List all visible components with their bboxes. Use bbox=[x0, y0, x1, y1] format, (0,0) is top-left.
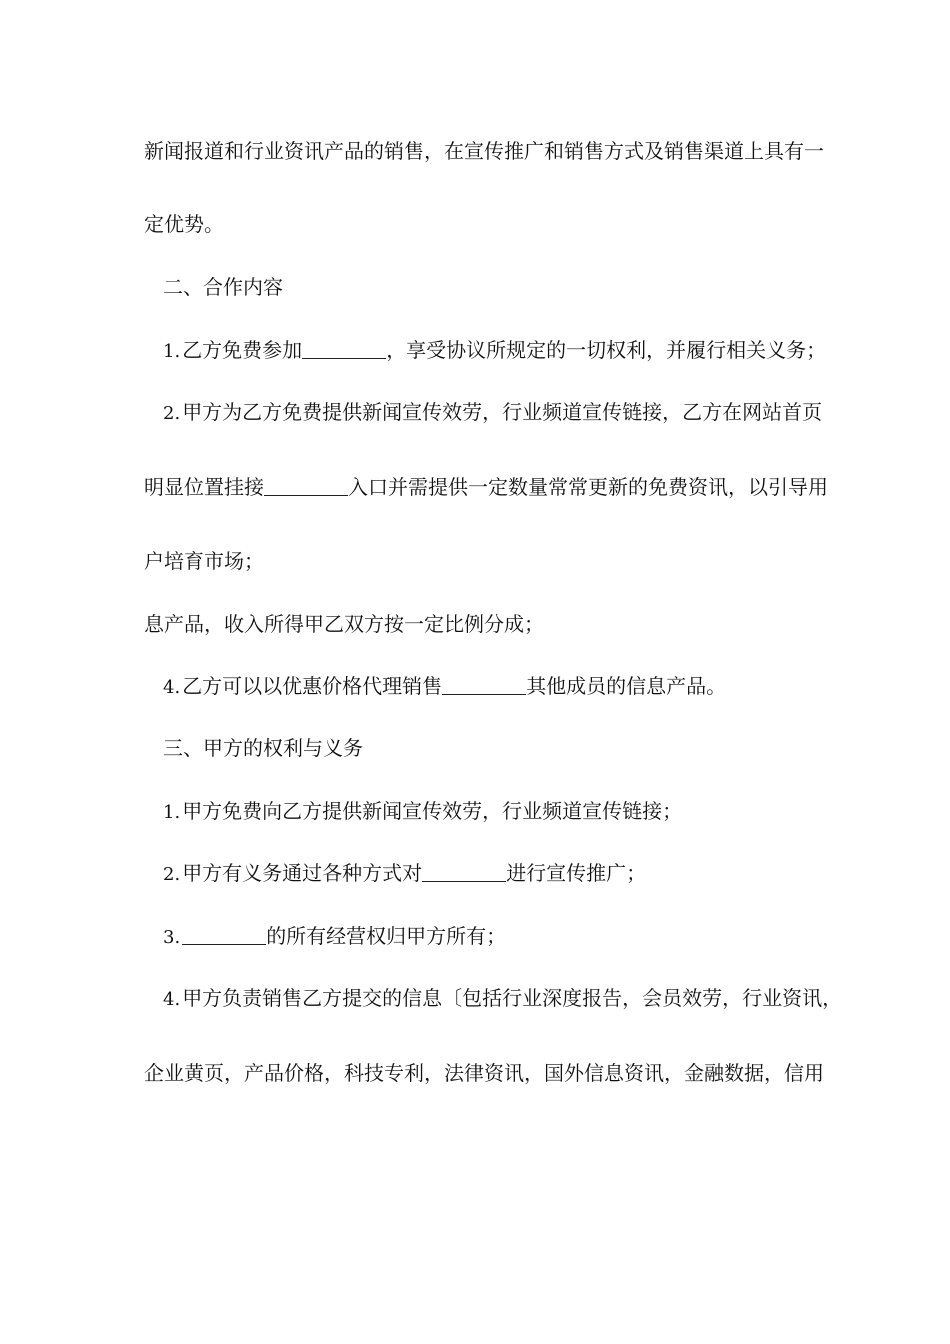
heading-text: 二、合作内容 bbox=[163, 275, 283, 299]
item-number: 2. bbox=[163, 864, 181, 885]
text: 乙方免费参加 bbox=[182, 338, 303, 362]
text: 企业黄页，产品价格，科技专利，法律资讯，国外信息资讯，金融数据，信用 bbox=[144, 1061, 824, 1085]
fill-in-blank[interactable] bbox=[264, 475, 348, 496]
list-item bbox=[163, 797, 682, 827]
text: ，享受协议所规定的一切权利，并履行相关义务； bbox=[386, 338, 827, 362]
text: 甲方为乙方免费提供新闻宣传效劳，行业频道宣传链接，乙方在网站首页 bbox=[182, 400, 823, 424]
text: 甲方免费向乙方提供新闻宣传效劳，行业频道宣传链接； bbox=[182, 799, 683, 823]
text: 进行宣传推广； bbox=[506, 861, 647, 885]
text: 息产品，收入所得甲乙双方按一定比例分成； bbox=[144, 612, 544, 636]
text: 的所有经营权归甲方所有； bbox=[266, 924, 507, 948]
item-number: 2. bbox=[163, 403, 181, 424]
item-number: 1. bbox=[163, 802, 181, 823]
fill-in-blank[interactable] bbox=[422, 861, 506, 882]
fill-in-blank[interactable] bbox=[442, 674, 526, 695]
paragraph-line bbox=[144, 1059, 824, 1087]
list-item bbox=[163, 336, 826, 366]
item-number: 3. bbox=[163, 927, 181, 948]
fill-in-blank[interactable] bbox=[182, 924, 266, 945]
text: 入口并需提供一定数量常常更新的免费资讯，以引导用 bbox=[348, 475, 828, 499]
list-item bbox=[163, 922, 506, 952]
item-number: 4. bbox=[163, 677, 181, 698]
section-heading bbox=[163, 734, 363, 762]
fill-in-blank[interactable] bbox=[302, 338, 386, 359]
text: 其他成员的信息产品。 bbox=[526, 674, 727, 698]
text: 定优势。 bbox=[144, 212, 224, 236]
list-item bbox=[163, 859, 646, 889]
text: 甲方有义务通过各种方式对 bbox=[182, 861, 423, 885]
paragraph-line bbox=[144, 473, 828, 501]
text: 明显位置挂接 bbox=[144, 475, 264, 499]
text: 甲方负责销售乙方提交的信息〔包括行业深度报告，会员效劳，行业资讯， bbox=[182, 986, 843, 1010]
paragraph-line bbox=[144, 210, 224, 238]
list-item bbox=[163, 672, 726, 702]
heading-text: 三、甲方的权利与义务 bbox=[163, 736, 363, 760]
text: 新闻报道和行业资讯产品的销售，在宣传推广和销售方式及销售渠道上具有一 bbox=[144, 139, 824, 163]
list-item bbox=[163, 984, 842, 1014]
item-number: 1. bbox=[163, 341, 181, 362]
paragraph-line bbox=[144, 137, 824, 165]
text: 乙方可以以优惠价格代理销售 bbox=[182, 674, 443, 698]
item-number: 4. bbox=[163, 989, 181, 1010]
section-heading bbox=[163, 273, 283, 301]
paragraph-line bbox=[144, 547, 264, 575]
text: 户培育市场； bbox=[144, 549, 264, 573]
paragraph-line bbox=[144, 610, 544, 638]
list-item bbox=[163, 398, 822, 428]
